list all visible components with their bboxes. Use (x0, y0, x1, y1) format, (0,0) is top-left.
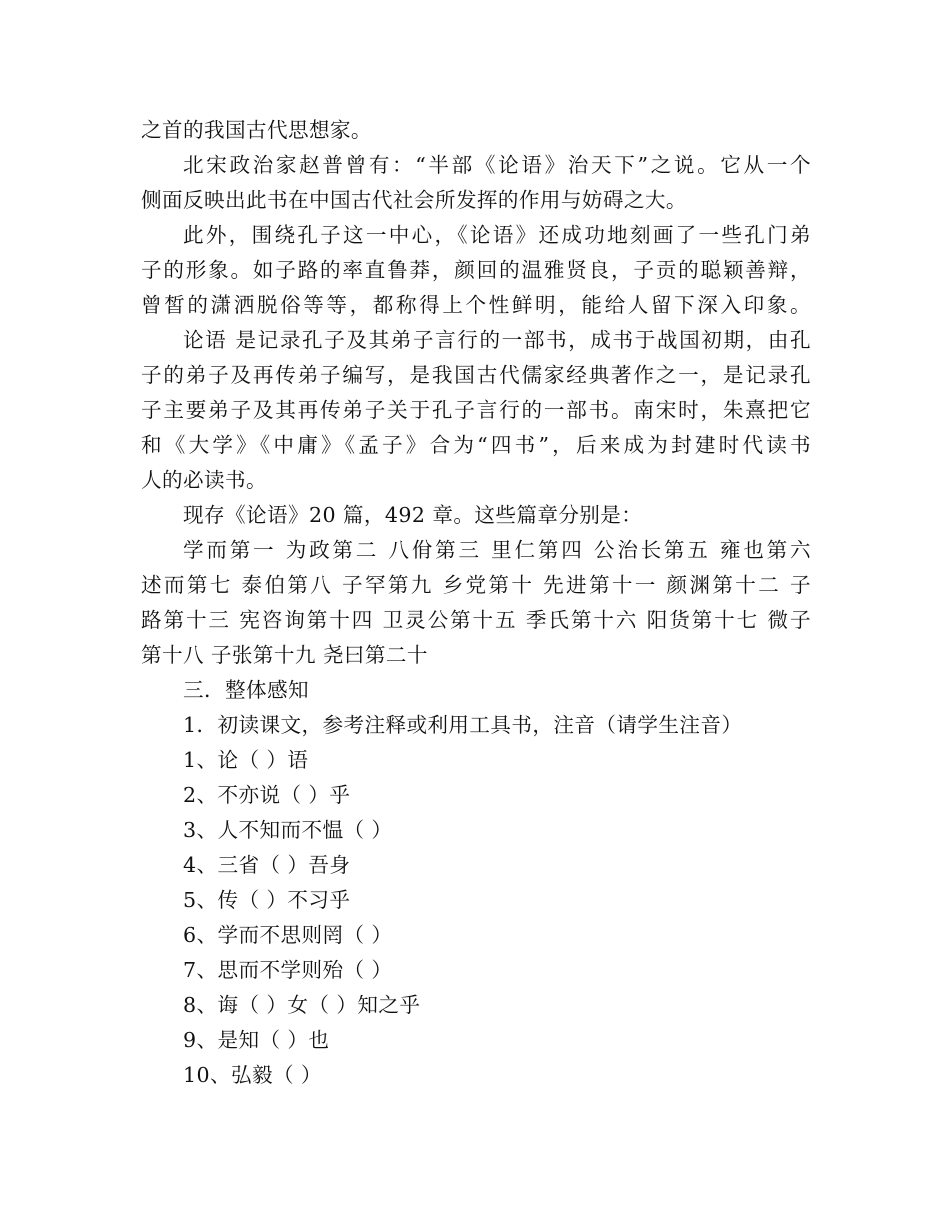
chapter-list-line: 第十八 子张第十九 尧曰第二十 (141, 643, 428, 667)
chapter-list-line: 路第十三 宪咨询第十四 卫灵公第十五 季氏第十六 阳货第十七 微子 (141, 608, 811, 632)
exercise-item: 1、论（ ）语 (183, 748, 309, 772)
exercise-item: 3、人不知而不愠（ ） (183, 818, 393, 842)
text-line: 和《大学》《中庸》《孟子》合为“四书”，后来成为封建时代读书 (141, 433, 811, 457)
chapter-list-line: 学而第一 为政第二 八佾第三 里仁第四 公治长第五 雍也第六 (183, 538, 811, 562)
exercise-instruction: 1．初读课文，参考注释或利用工具书，注音（请学生注音） (183, 713, 743, 737)
text-line: 此外，围绕孔子这一中心，《论语》还成功地刻画了一些孔门弟 (183, 223, 811, 247)
exercise-item: 5、传（ ）不习乎 (183, 888, 351, 912)
document-body (141, 113, 811, 1093)
exercise-item: 4、三省（ ）吾身 (183, 853, 351, 877)
exercise-item: 9、是知（ ）也 (183, 1028, 330, 1052)
text-line: 北宋政治家赵普曾有：“半部《论语》治天下”之说。它从一个 (183, 153, 811, 177)
text-line: 子的弟子及再传弟子编写，是我国古代儒家经典著作之一，是记录孔 (141, 363, 811, 387)
exercise-item: 8、诲（ ）女（ ）知之乎 (183, 993, 421, 1017)
text-line: 侧面反映出此书在中国古代社会所发挥的作用与妨碍之大。 (141, 188, 687, 212)
chapter-list-line: 述而第七 泰伯第八 子罕第九 乡党第十 先进第十一 颜渊第十二 子 (141, 573, 811, 597)
text-line: 子的形象。如子路的率直鲁莽，颜回的温雅贤良，子贡的聪颖善辩， (141, 258, 811, 282)
text-line: 人的必读书。 (141, 468, 267, 492)
section-heading: 三．整体感知 (183, 678, 309, 702)
text-line: 现存《论语》20 篇，492 章。这些篇章分别是： (183, 503, 643, 527)
text-line: 曾皙的潇洒脱俗等等，都称得上个性鲜明，能给人留下深入印象。 (141, 293, 811, 317)
text-line: 子主要弟子及其再传弟子关于孔子言行的一部书。南宋时，朱熹把它 (141, 398, 811, 422)
exercise-item: 10、弘毅（ ） (183, 1063, 322, 1087)
text-line: 之首的我国古代思想家。 (141, 118, 372, 142)
text-line: 论语 是记录孔子及其弟子言行的一部书，成书于战国初期，由孔 (183, 328, 811, 352)
exercise-item: 6、学而不思则罔（ ） (183, 923, 393, 947)
exercise-item: 2、不亦说（ ）乎 (183, 783, 351, 807)
exercise-item: 7、思而不学则殆（ ） (183, 958, 393, 982)
